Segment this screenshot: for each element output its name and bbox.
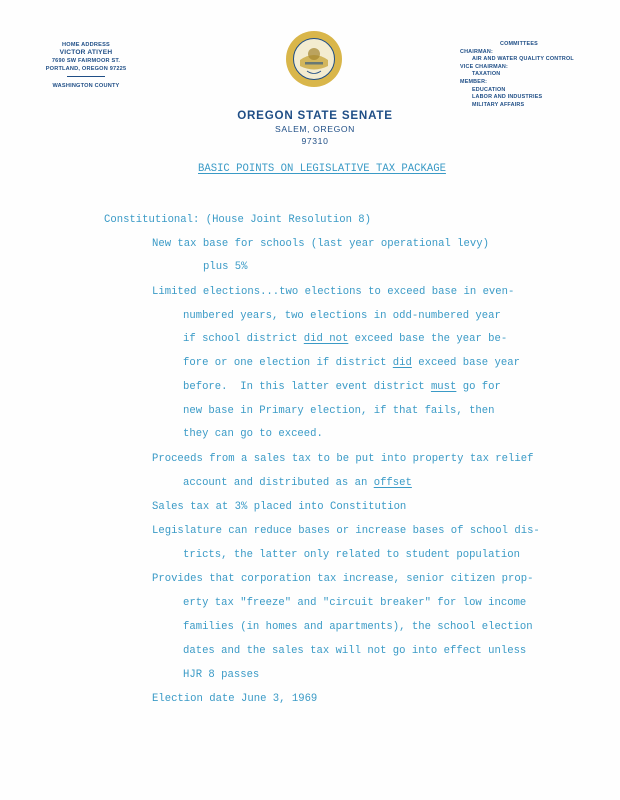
underlined-text: did not: [303, 333, 349, 345]
body-line: [152, 501, 406, 513]
underlined-text: did: [392, 357, 412, 369]
committees-block: [460, 41, 610, 109]
street-address: 7690 SW FAIRMOOR ST.: [51, 58, 121, 64]
committees-title: COMMITTEES: [500, 41, 538, 47]
body-line: [183, 381, 501, 393]
line-text: exceed base the year be-: [348, 333, 508, 345]
line-text: plus 5%: [203, 261, 248, 273]
body-line: [183, 333, 507, 345]
vice-chairman-committee: TAXATION: [472, 71, 501, 78]
body-line: [203, 261, 248, 273]
county-name: WASHINGTON COUNTY: [52, 83, 120, 89]
senate-name: OREGON STATE SENATE: [237, 109, 393, 122]
line-text: tricts, the latter only related to student population: [183, 549, 520, 561]
line-text: exceed base year: [411, 357, 520, 369]
line-text: families (in homes and apartments), the school election: [183, 621, 533, 633]
body-line: [152, 453, 533, 465]
line-text: they can go to exceed.: [183, 428, 323, 440]
senate-city: SALEM, OREGON: [275, 124, 355, 134]
line-text: new base in Primary election, if that fails, then: [183, 405, 495, 417]
underlined-text: must: [430, 381, 457, 393]
body-line: [183, 669, 259, 681]
body-line: [183, 405, 495, 417]
body-line: [152, 693, 317, 705]
line-text: dates and the sales tax will not go into effect unless: [183, 645, 527, 657]
document-title: BASIC POINTS ON LEGISLATIVE TAX PACKAGE: [198, 163, 446, 175]
member-committee: MILITARY AFFAIRS: [472, 101, 525, 108]
line-text: HJR 8 passes: [183, 669, 260, 681]
home-address-label: HOME ADDRESS: [62, 42, 110, 48]
chairman-label: CHAIRMAN:: [460, 48, 493, 55]
body-line: [183, 477, 412, 489]
body-line: [104, 214, 371, 226]
line-text: Limited elections...two elections to exceed base in even-: [152, 286, 515, 298]
line-text: Election date June 3, 1969: [152, 693, 318, 705]
body-line: [183, 549, 520, 561]
oregon-state-seal: [285, 30, 343, 88]
line-text: Provides that corporation tax increase, senior citizen prop-: [152, 573, 534, 585]
line-text: go for: [456, 381, 501, 393]
senate-zip: 97310: [301, 136, 329, 146]
line-text: Legislature can reduce bases or increase bases of school dis-: [152, 525, 540, 537]
line-text: Sales tax at 3% placed into Constitution: [152, 501, 407, 513]
body-line: [152, 573, 533, 585]
chairman-committee: AIR AND WATER QUALITY CONTROL: [472, 56, 574, 63]
address-divider: [67, 76, 105, 77]
senate-heading: [200, 109, 430, 147]
body-line: [152, 238, 489, 250]
home-address-block: [28, 41, 144, 90]
underlined-text: offset: [373, 477, 412, 489]
body-line: [183, 310, 501, 322]
vice-chairman-label: VICE CHAIRMAN:: [460, 63, 509, 70]
member-committee: LABOR AND INDUSTRIES: [472, 94, 543, 101]
line-text: numbered years, two elections in odd-numbered year: [183, 310, 501, 322]
line-text: account and distributed as an: [183, 477, 374, 489]
line-text: erty tax "freeze" and "circuit breaker" for low income: [183, 597, 527, 609]
line-text: Constitutional: (House Joint Resolution 8): [104, 214, 372, 226]
member-committee: EDUCATION: [472, 86, 506, 93]
body-line: [183, 357, 520, 369]
body-line: [183, 428, 323, 440]
line-text: Proceeds from a sales tax to be put into property tax relief: [152, 453, 534, 465]
line-text: New tax base for schools (last year operational levy): [152, 238, 489, 250]
line-text: if school district: [183, 333, 304, 345]
body-line: [183, 621, 533, 633]
line-text: before. In this latter event district: [183, 381, 431, 393]
body-line: [152, 525, 540, 537]
body-line: [183, 645, 526, 657]
line-text: fore or one election if district: [183, 357, 393, 369]
body-line: [183, 597, 526, 609]
body-line: [152, 286, 514, 298]
city-address: PORTLAND, OREGON 97225: [45, 66, 127, 72]
senator-name: VICTOR ATIYEH: [59, 49, 113, 56]
member-label: MEMBER:: [460, 78, 488, 85]
